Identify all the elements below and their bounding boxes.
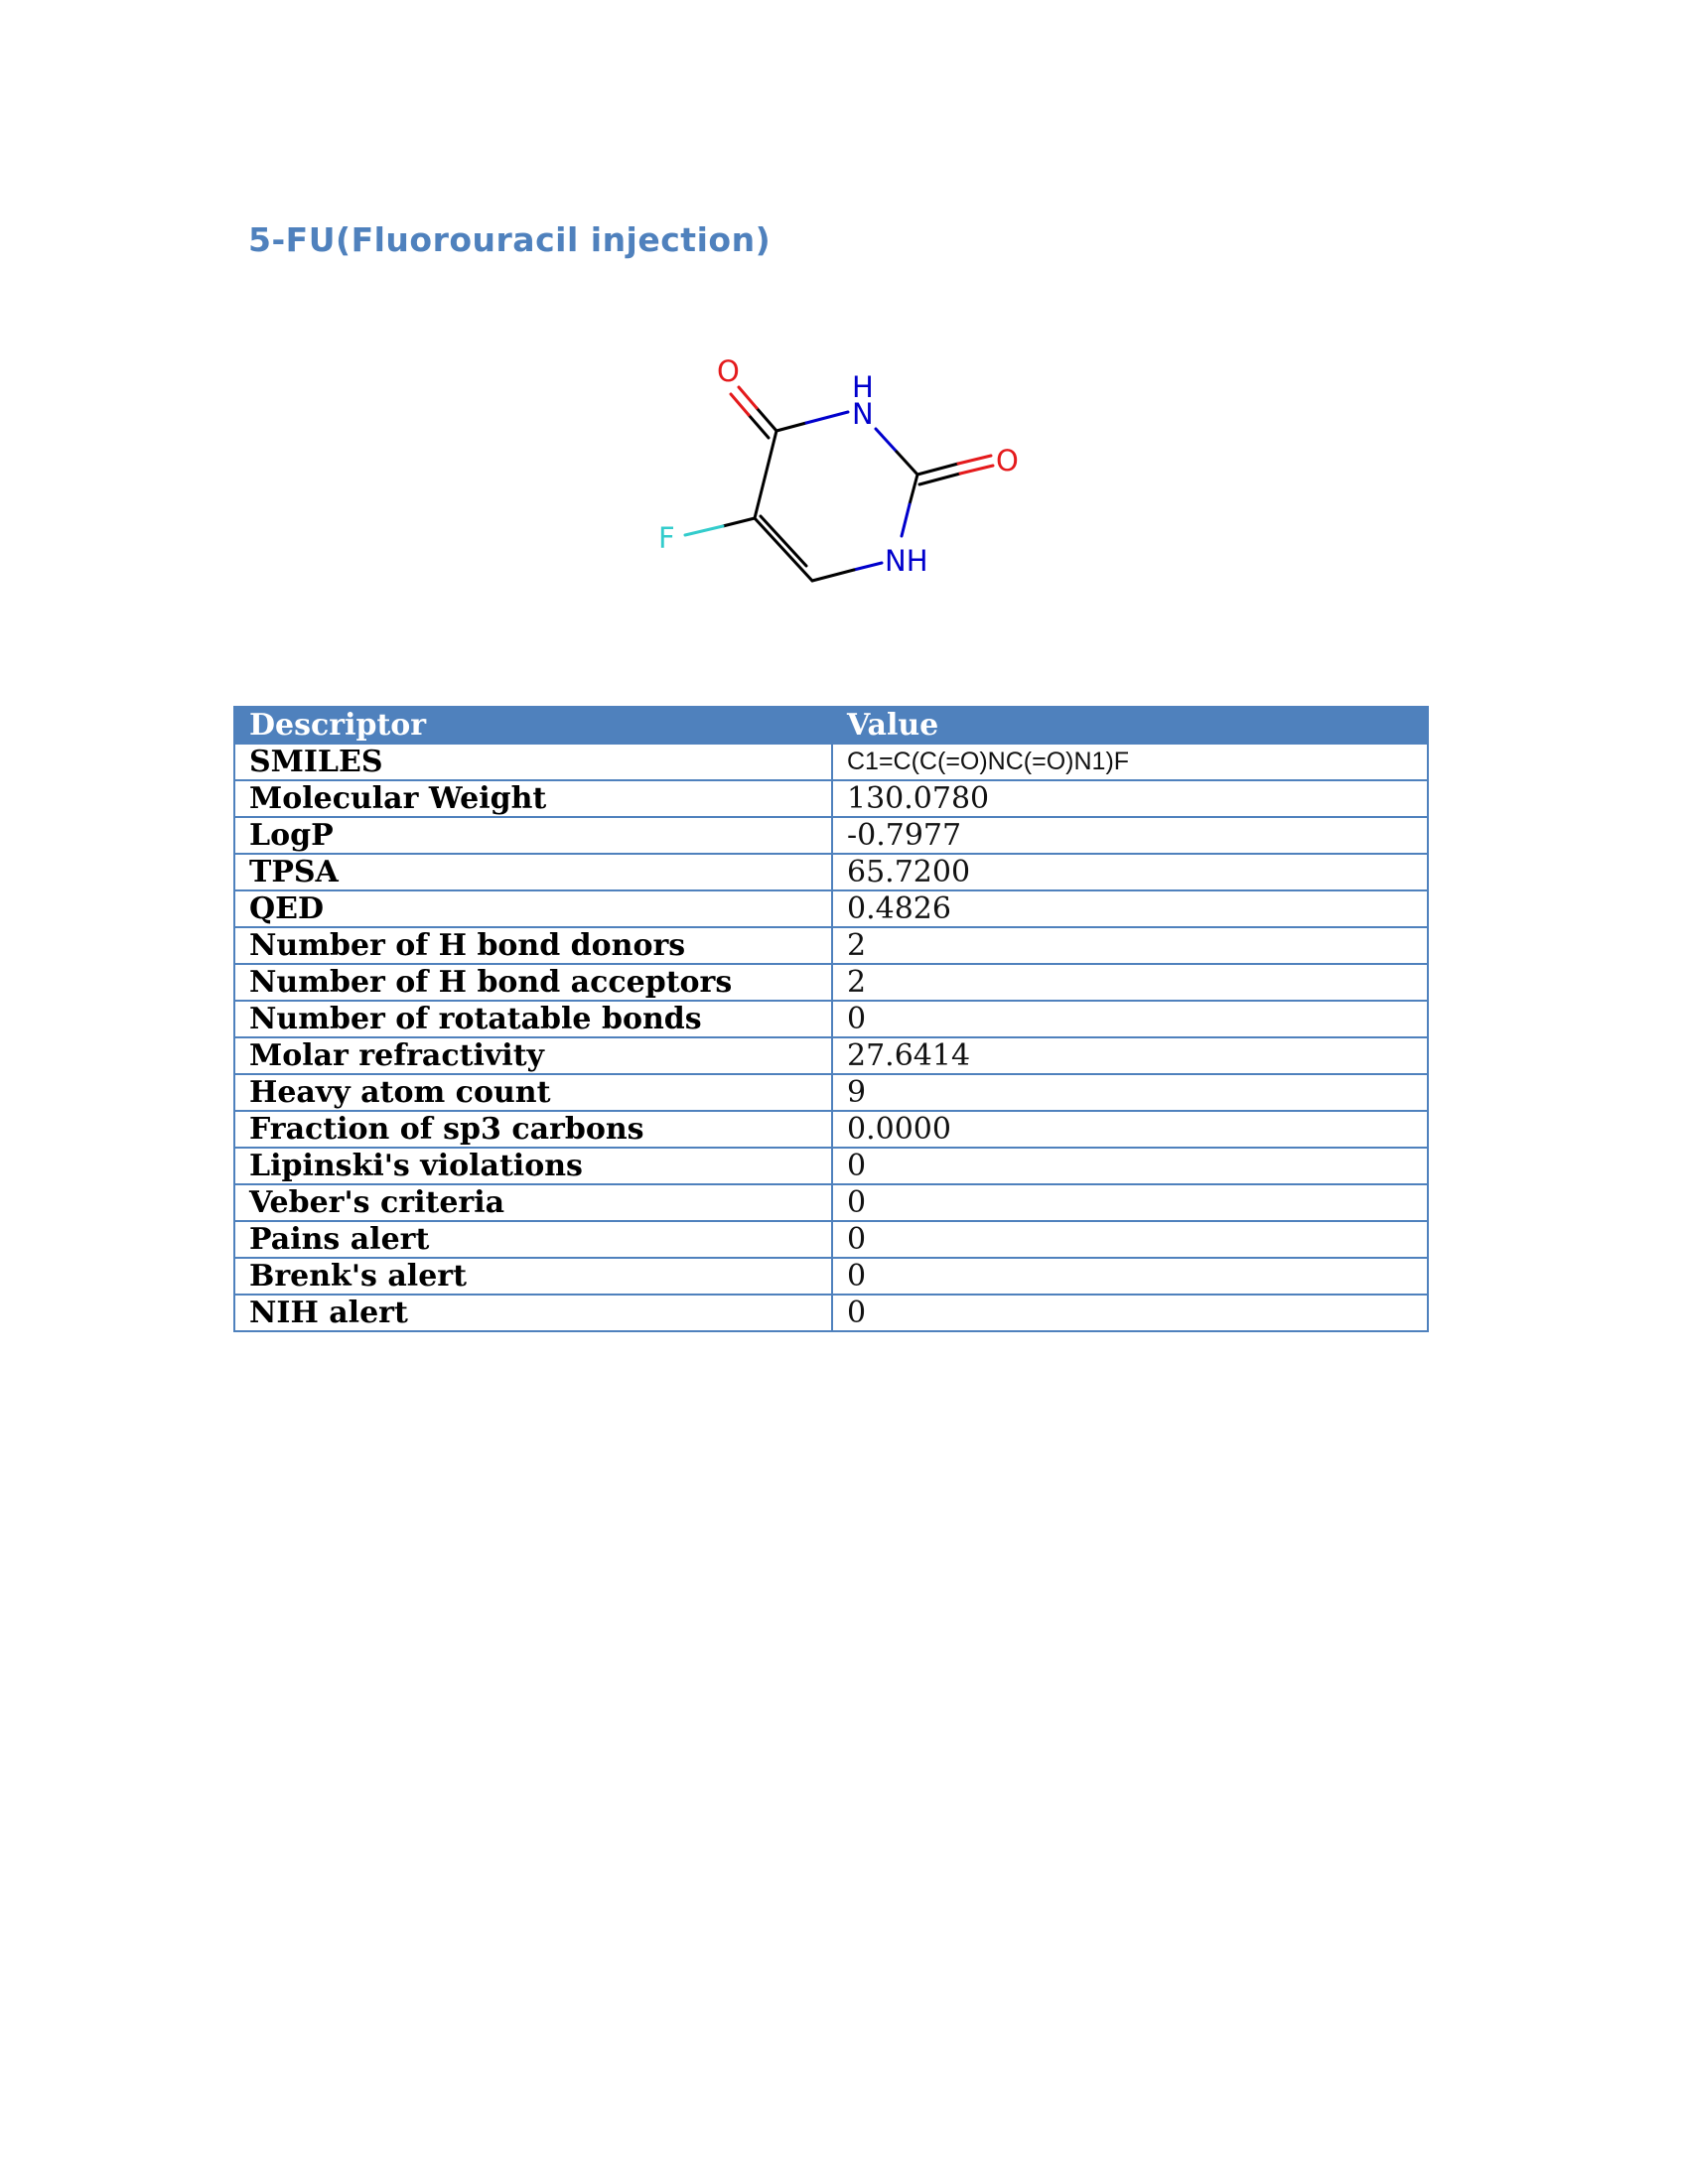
descriptor-value: -0.7977 xyxy=(832,817,1428,854)
descriptor-value: 0 xyxy=(832,1184,1428,1221)
atom-h-top: H xyxy=(852,370,874,404)
table-row xyxy=(234,1221,1428,1258)
table-row xyxy=(234,1148,1428,1184)
descriptor-value: 0.0000 xyxy=(832,1111,1428,1148)
bond-c5-c4 xyxy=(755,431,776,518)
descriptor-value: 2 xyxy=(832,964,1428,1001)
descriptor-label: Pains alert xyxy=(234,1221,832,1258)
table-row xyxy=(234,1295,1428,1331)
table-row xyxy=(234,1184,1428,1221)
column-header-value: Value xyxy=(832,707,1428,744)
descriptor-label: Number of H bond acceptors xyxy=(234,964,832,1001)
descriptor-value: 0 xyxy=(832,1221,1428,1258)
descriptor-label: Brenk's alert xyxy=(234,1258,832,1295)
descriptor-label: Veber's criteria xyxy=(234,1184,832,1221)
descriptor-label: TPSA xyxy=(234,854,832,890)
descriptor-label: Heavy atom count xyxy=(234,1074,832,1111)
table-row xyxy=(234,780,1428,817)
table-row xyxy=(234,1111,1428,1148)
descriptor-table xyxy=(233,706,1429,1332)
descriptor-label: QED xyxy=(234,890,832,927)
descriptor-value: 0 xyxy=(832,1258,1428,1295)
descriptor-label: Number of rotatable bonds xyxy=(234,1001,832,1037)
descriptor-value: 2 xyxy=(832,927,1428,964)
column-header-descriptor: Descriptor xyxy=(234,707,832,744)
atom-o-top: O xyxy=(717,354,740,388)
descriptor-value: C1=C(C(=O)NC(=O)N1)F xyxy=(832,744,1428,780)
bond-n3-c2 xyxy=(876,429,897,452)
descriptor-value: 0.4826 xyxy=(832,890,1428,927)
descriptor-label: Molar refractivity xyxy=(234,1037,832,1074)
table-row xyxy=(234,744,1428,780)
descriptor-label: SMILES xyxy=(234,744,832,780)
table-row xyxy=(234,817,1428,854)
table-row xyxy=(234,1074,1428,1111)
table-header-row xyxy=(234,707,1428,744)
bond-c2-n1 xyxy=(910,475,917,504)
bond-c5-f xyxy=(723,518,755,526)
bond-c2-o xyxy=(917,464,958,475)
descriptor-value: 0 xyxy=(832,1295,1428,1331)
atom-n-top: N xyxy=(852,397,874,431)
page-title: 5-FU(Fluorouracil injection) xyxy=(248,220,772,259)
descriptor-value: 27.6414 xyxy=(832,1037,1428,1074)
table-row xyxy=(234,854,1428,890)
atom-f-left: F xyxy=(658,521,675,555)
atom-o-right: O xyxy=(996,444,1019,478)
atom-nh-bottom: NH xyxy=(885,544,928,578)
descriptor-value: 65.7200 xyxy=(832,854,1428,890)
table-row xyxy=(234,1001,1428,1037)
table-row xyxy=(234,927,1428,964)
descriptor-label: Number of H bond donors xyxy=(234,927,832,964)
bond-c4-n3 xyxy=(776,423,806,431)
descriptor-value: 130.0780 xyxy=(832,780,1428,817)
table-row xyxy=(234,890,1428,927)
descriptor-label: Molecular Weight xyxy=(234,780,832,817)
descriptor-label: Fraction of sp3 carbons xyxy=(234,1111,832,1148)
descriptor-label: LogP xyxy=(234,817,832,854)
bond-n1-c6 xyxy=(854,563,882,570)
molecule-structure xyxy=(645,352,1043,601)
table-row xyxy=(234,1258,1428,1295)
descriptor-value: 0 xyxy=(832,1001,1428,1037)
descriptor-value: 0 xyxy=(832,1148,1428,1184)
descriptor-value: 9 xyxy=(832,1074,1428,1111)
descriptor-label: NIH alert xyxy=(234,1295,832,1331)
table-row xyxy=(234,964,1428,1001)
table-row xyxy=(234,1037,1428,1074)
bond-c6-c5 xyxy=(755,518,812,581)
descriptor-label: Lipinski's violations xyxy=(234,1148,832,1184)
